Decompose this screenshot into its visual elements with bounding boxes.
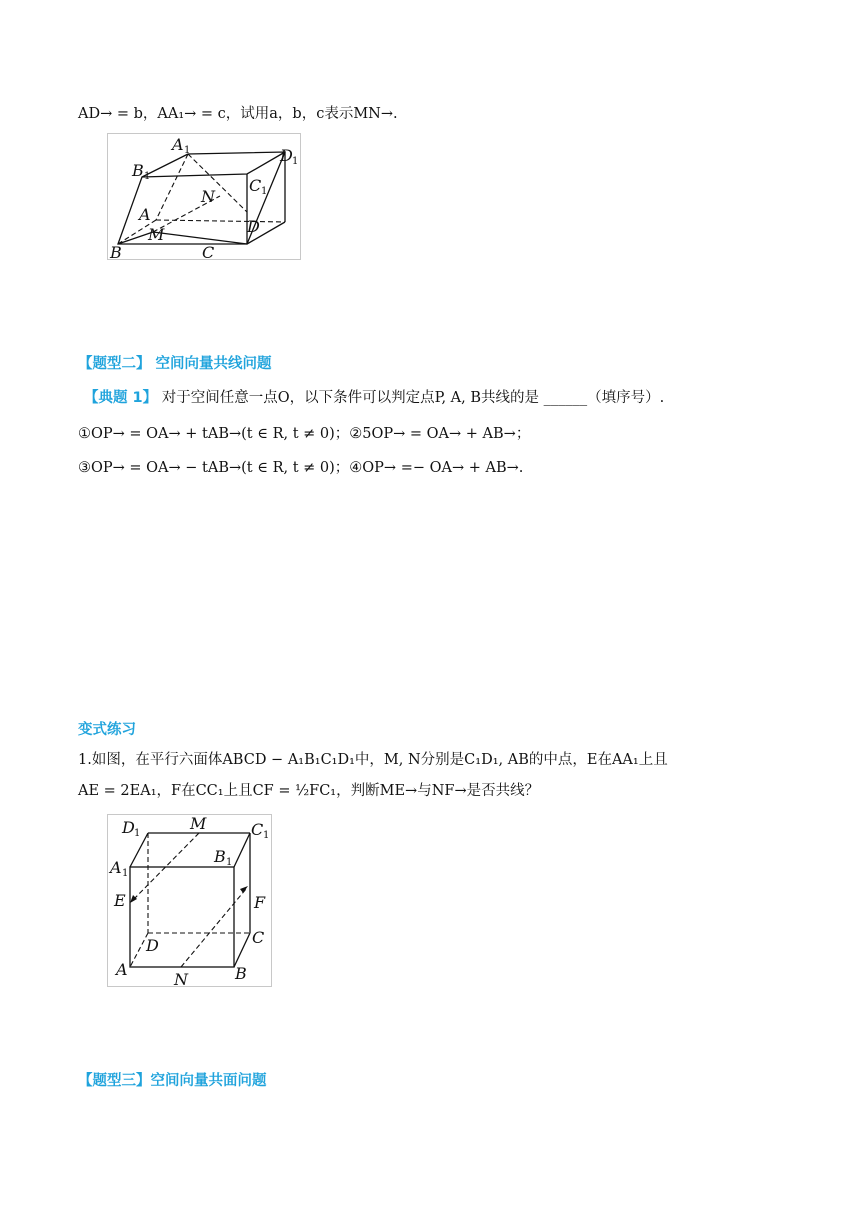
label-c1: C <box>249 176 262 195</box>
label-a: A <box>116 960 128 979</box>
options-line2: ③OP→ = OA→ − tAB→(t ∈ R, t ≠ 0)；④OP→ =− OA→ + AB→. <box>78 460 524 476</box>
label-c1: C <box>251 820 264 839</box>
label-c1-sub: 1 <box>263 830 270 841</box>
label-b: B <box>235 964 247 983</box>
label-d1: D <box>122 818 135 837</box>
label-e: E <box>114 891 126 910</box>
label-m: M <box>148 225 165 244</box>
label-f: F <box>254 893 266 912</box>
label-d: D <box>247 217 260 236</box>
label-c1-sub: 1 <box>261 186 268 197</box>
label-a1: A <box>110 858 122 877</box>
label-m: M <box>190 815 207 833</box>
label-b: B <box>110 243 122 259</box>
label-c: C <box>202 243 215 259</box>
label-d1-sub: 1 <box>134 828 141 839</box>
figure-parallelepiped-2 <box>107 814 272 987</box>
label-b1-sub: 1 <box>144 171 151 182</box>
practice-line2: AE = 2EA₁，F在CC₁上且CF = ½FC₁，判断ME→与NF→是否共线？ <box>78 783 540 799</box>
example1-text: 对于空间任意一点O，以下条件可以判定点P, A, B共线的是 ______（填序号）. <box>157 390 665 406</box>
label-a1-sub: 1 <box>122 868 129 879</box>
figure-parallelepiped-1 <box>107 133 301 260</box>
label-d1: D <box>280 146 293 165</box>
label-b1: B <box>214 847 226 866</box>
label-a1: A <box>172 135 184 154</box>
label-b1-sub: 1 <box>226 857 233 868</box>
label-b1: B <box>132 161 144 180</box>
label-d: D <box>146 936 159 955</box>
section3-heading: 【题型三】空间向量共面问题 <box>78 1073 267 1089</box>
label-n: N <box>174 970 188 986</box>
practice-line1: 1.如图，在平行六面体ABCD − A₁B₁C₁D₁中，M, N分别是C₁D₁, AB的中点，E在AA₁上且 <box>78 752 668 768</box>
intro-line: AD→ = b，AA₁→ = c，试用a，b，c表示MN→. <box>78 106 398 122</box>
example1-tag: 【典题 1】 <box>84 390 158 406</box>
options-line1: ①OP→ = OA→ + tAB→(t ∈ R, t ≠ 0)；②5OP→ = OA→ + AB→； <box>78 426 531 442</box>
label-a: A <box>139 205 151 224</box>
example1 <box>84 388 664 408</box>
label-d1-sub: 1 <box>292 156 299 167</box>
section2-heading: 【题型二】 空间向量共线问题 <box>78 356 272 372</box>
practice-heading: 变式练习 <box>78 722 136 738</box>
label-a1-sub: 1 <box>184 145 191 156</box>
label-n: N <box>201 187 215 206</box>
label-c: C <box>252 928 265 947</box>
